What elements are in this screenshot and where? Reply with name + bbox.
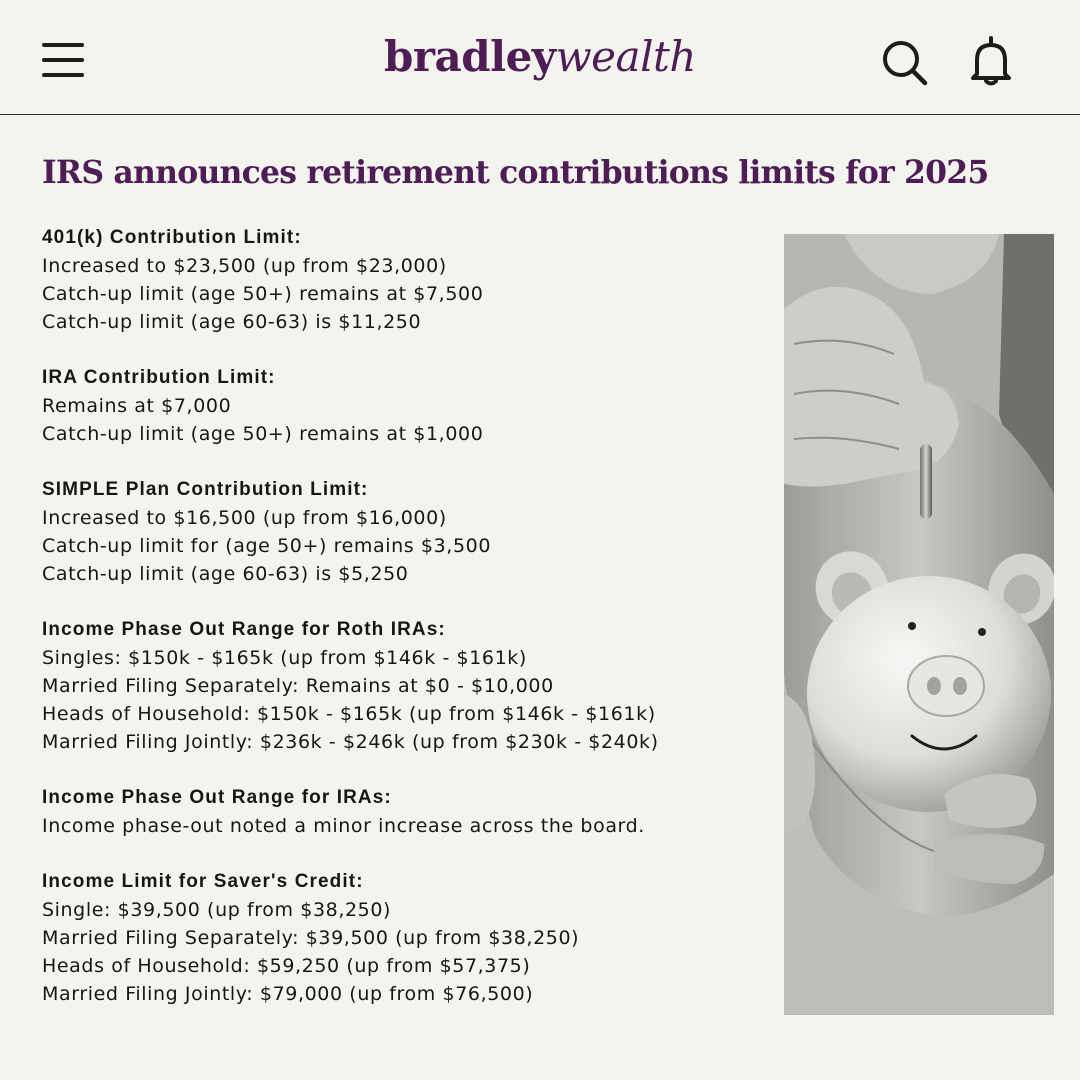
section-heading: 401(k) Contribution Limit: bbox=[42, 227, 302, 248]
section-heading: Income Phase Out Range for Roth IRAs: bbox=[42, 619, 446, 640]
section-line: Heads of Household: $59,250 (up from $57,375) bbox=[42, 955, 531, 977]
section-savers-credit bbox=[42, 868, 772, 1008]
section-ira bbox=[42, 364, 772, 448]
search-icon bbox=[880, 38, 930, 88]
article-body bbox=[42, 224, 772, 1036]
section-simple-plan bbox=[42, 476, 772, 588]
section-roth-phase-out bbox=[42, 616, 772, 756]
section-line: Married Filing Separately: Remains at $0 - $10,000 bbox=[42, 675, 554, 697]
bell-icon bbox=[966, 36, 1016, 88]
section-401k bbox=[42, 224, 772, 336]
section-line: Catch-up limit (age 60-63) is $11,250 bbox=[42, 311, 422, 333]
article-title: IRS announces retirement contributions limits for 2025 bbox=[42, 154, 989, 191]
section-line: Single: $39,500 (up from $38,250) bbox=[42, 899, 392, 921]
section-line: Income phase-out noted a minor increase across the board. bbox=[42, 815, 645, 837]
section-line: Married Filing Separately: $39,500 (up from $38,250) bbox=[42, 927, 580, 949]
section-heading: IRA Contribution Limit: bbox=[42, 367, 276, 388]
section-line: Catch-up limit (age 60-63) is $5,250 bbox=[42, 563, 409, 585]
section-line: Married Filing Jointly: $236k - $246k (up from $230k - $240k) bbox=[42, 731, 659, 753]
section-line: Catch-up limit (age 50+) remains at $7,500 bbox=[42, 283, 484, 305]
section-line: Remains at $7,000 bbox=[42, 395, 232, 417]
section-line: Catch-up limit for (age 50+) remains $3,500 bbox=[42, 535, 492, 557]
section-line: Catch-up limit (age 50+) remains at $1,000 bbox=[42, 423, 484, 445]
section-ira-phase-out bbox=[42, 784, 772, 840]
section-line: Increased to $16,500 (up from $16,000) bbox=[42, 507, 447, 529]
section-heading: SIMPLE Plan Contribution Limit: bbox=[42, 479, 369, 500]
section-line: Increased to $23,500 (up from $23,000) bbox=[42, 255, 447, 277]
section-heading: Income Phase Out Range for IRAs: bbox=[42, 787, 392, 808]
search-button[interactable] bbox=[880, 38, 930, 88]
section-line: Heads of Household: $150k - $165k (up from $146k - $161k) bbox=[42, 703, 656, 725]
top-bar bbox=[0, 0, 1080, 115]
piggy-bank-photo bbox=[784, 234, 1054, 1015]
section-line: Married Filing Jointly: $79,000 (up from $76,500) bbox=[42, 983, 534, 1005]
section-line: Singles: $150k - $165k (up from $146k - $161k) bbox=[42, 647, 527, 669]
logo-bold-text: bradley bbox=[384, 32, 556, 81]
notifications-button[interactable] bbox=[966, 36, 1016, 88]
section-heading: Income Limit for Saver's Credit: bbox=[42, 871, 364, 892]
logo-italic-text: wealth bbox=[555, 32, 696, 81]
